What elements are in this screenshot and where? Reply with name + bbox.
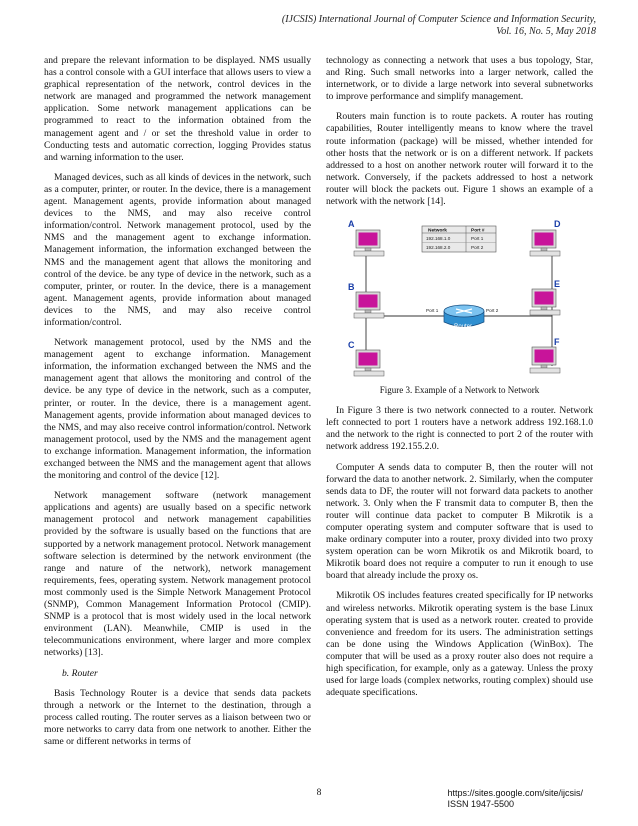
computer-d-icon	[530, 230, 560, 256]
left-paragraph-1: and prepare the relevant information to be displayed. NMS usually has a control console with a GUI interface that allows users to view a graphical representation of the network, control devices in the network are managed and programmed the network management application. Some network management applications can be programmed to react to the information obtained from the management agent and / or set the threshold value in order to Conducting tests and automatic correction, logging Provides status and warning information to the user.	[44, 55, 311, 163]
table-cell: 192.168.2.0	[426, 245, 451, 251]
computer-d-label: D	[554, 219, 561, 230]
computer-a-icon	[354, 230, 384, 256]
right-paragraph-5: Mikrotik OS includes features created specifically for IP networks and wireless networks. Mikrotik operating system is the base Linux operating system that is used as a network router. created to provide convenience and freedom for its users. The administration settings can be done using the Windows Application (WinBox). The computer that will be used as a proxy router also does not require a high specification, for example, only as a gateway. Unless the proxy used for large loads (complex networks, routing complex) should use adequate specifications.	[326, 590, 593, 699]
computer-c-label: C	[348, 340, 355, 351]
footer-info	[447, 788, 583, 810]
footer-issn: ISSN 1947-5500	[447, 799, 514, 809]
journal-header	[176, 14, 596, 38]
section-heading-router: b. Router	[62, 667, 98, 679]
routing-table	[422, 226, 496, 252]
port-2-label: Port 2	[486, 308, 499, 314]
left-paragraph-3: Network management protocol, used by the NMS and the management agent to exchange information. Management information, the information exchanged between the NMS and the management agent that allows the monitoring and control of the device. be any type of device in the network, such as a computer, printer, or router. In the device, there is a management agent. Management agents, provide information about managed devices to the NMS, and may also receive control information/control. Network management protocol, used by the NMS and the management agent to exchange information. Management information, the information exchanged between the NMS and the management agent that allows the monitoring and control of the device [12].	[44, 337, 311, 482]
right-paragraph-1: technology as connecting a network that uses a bus topology, Star, and Ring. Such small networks into a larger network, called the internetwork, or to divide a large network into several subnetworks to improve performance and simplify management.	[326, 55, 593, 103]
router-label: Router	[454, 324, 473, 331]
right-paragraph-2: Routers main function is to route packets. A router has routing capabilities, Router intelligently means to know where the travel route information (package) will be missed, whether intended for other hosts that the network or is on a different network. If packets addressed to a host on another network router will forward it to the network. Conversely, if the packets addressed to host a network router will block the packets out. Figure 1 shows an example of a network with the network [14].	[326, 111, 593, 208]
computer-b-icon	[354, 292, 384, 318]
network-figure	[326, 216, 593, 381]
table-cell: 192.168.1.0	[426, 236, 451, 242]
router-icon	[444, 305, 484, 330]
table-cell: Port 2	[471, 245, 484, 251]
right-paragraph-4: Computer A sends data to computer B, then the router will not forward the data to another network. 2. Similarly, when the computer sends data to DF, the router will not forward data packets to another network. 3. Only when the F transmit data to computer B, then the router will continue data packet to computer B Mikrotik is a computer operating system and computer software that is used to make ordinary computer into a router, proxy divided into two proxy system operation can be worn Mikrotik os and Mikrotik board, to Mikrotik board does not require a computer to run it enough to use board that already include the proxy os.	[326, 461, 593, 582]
left-paragraph-5: Basis Technology Router is a device that sends data packets through a network or the Internet to the destination, through a process called routing. The router serves as a liaison between two or more networks to carry data from one network to another. Either the same or different networks in terms of	[44, 687, 311, 747]
journal-header-title: (IJCSIS) International Journal of Computer Science and Information Security,	[281, 14, 596, 25]
computer-b-label: B	[348, 282, 355, 293]
network-diagram	[326, 216, 593, 381]
right-paragraph-3: In Figure 3 there is two network connected to a router. Network left connected to port 1 routers have a network address 192.168.1.0 and the network to the right is connected to port 2 of the router with network address 192.155.2.0.	[326, 405, 593, 453]
left-column	[44, 55, 311, 756]
page-number: 8	[316, 788, 322, 798]
figure-caption: Figure 3. Example of a Network to Network	[379, 385, 540, 396]
computer-e-icon	[530, 289, 560, 315]
journal-header-volume: Vol. 16, No. 5, May 2018	[496, 26, 596, 37]
computer-c-icon	[354, 350, 384, 376]
table-header-network: Network	[428, 228, 447, 234]
computer-e-label: E	[554, 279, 561, 290]
computer-f-icon	[530, 347, 560, 373]
left-paragraph-2: Managed devices, such as all kinds of devices in the network, such as a computer, printer, or router. In the device, there is a management agent. Management agents, provide information about managed devices to the NMS, and may also receive control information/control. Network management protocol, used by the NMS and the management agent to exchange information. Management information, the information exchanged between the NMS and the management agent that allows the monitoring and control of the device. be any type of device in the network, such as a computer, printer, or router. In the device, there is a management agent. Management agents, provide information about managed devices to the NMS, and may also receive control information/control.	[44, 171, 311, 328]
table-cell: Port 1	[471, 236, 484, 242]
computer-f-label: F	[554, 337, 560, 348]
computer-a-label: A	[348, 219, 355, 230]
table-header-port: Port #	[471, 228, 485, 234]
footer-url[interactable]: https://sites.google.com/site/ijcsis/	[447, 788, 583, 798]
right-column	[326, 55, 593, 707]
port-1-label: Port 1	[426, 308, 439, 314]
left-paragraph-4: Network management software (network management applications and agents) are usually based on a specific network management protocol and network management capabilities provided by the software is usually based on the functions that are supported by a network management protocol. Network management software selection is determined by the network environment (the range and nature of the network), network management requirements, fees, operating system. Network management protocol most commonly used is the Simple Network Management Protocol (SNMP), Common Management Information Protocol (CMIP). SNMP is a protocol that is most widely used in the local network environment (LAN). Meanwhile, CMIP is used in the telecommunications environment, where larger and more complex networks) [13].	[44, 490, 311, 659]
